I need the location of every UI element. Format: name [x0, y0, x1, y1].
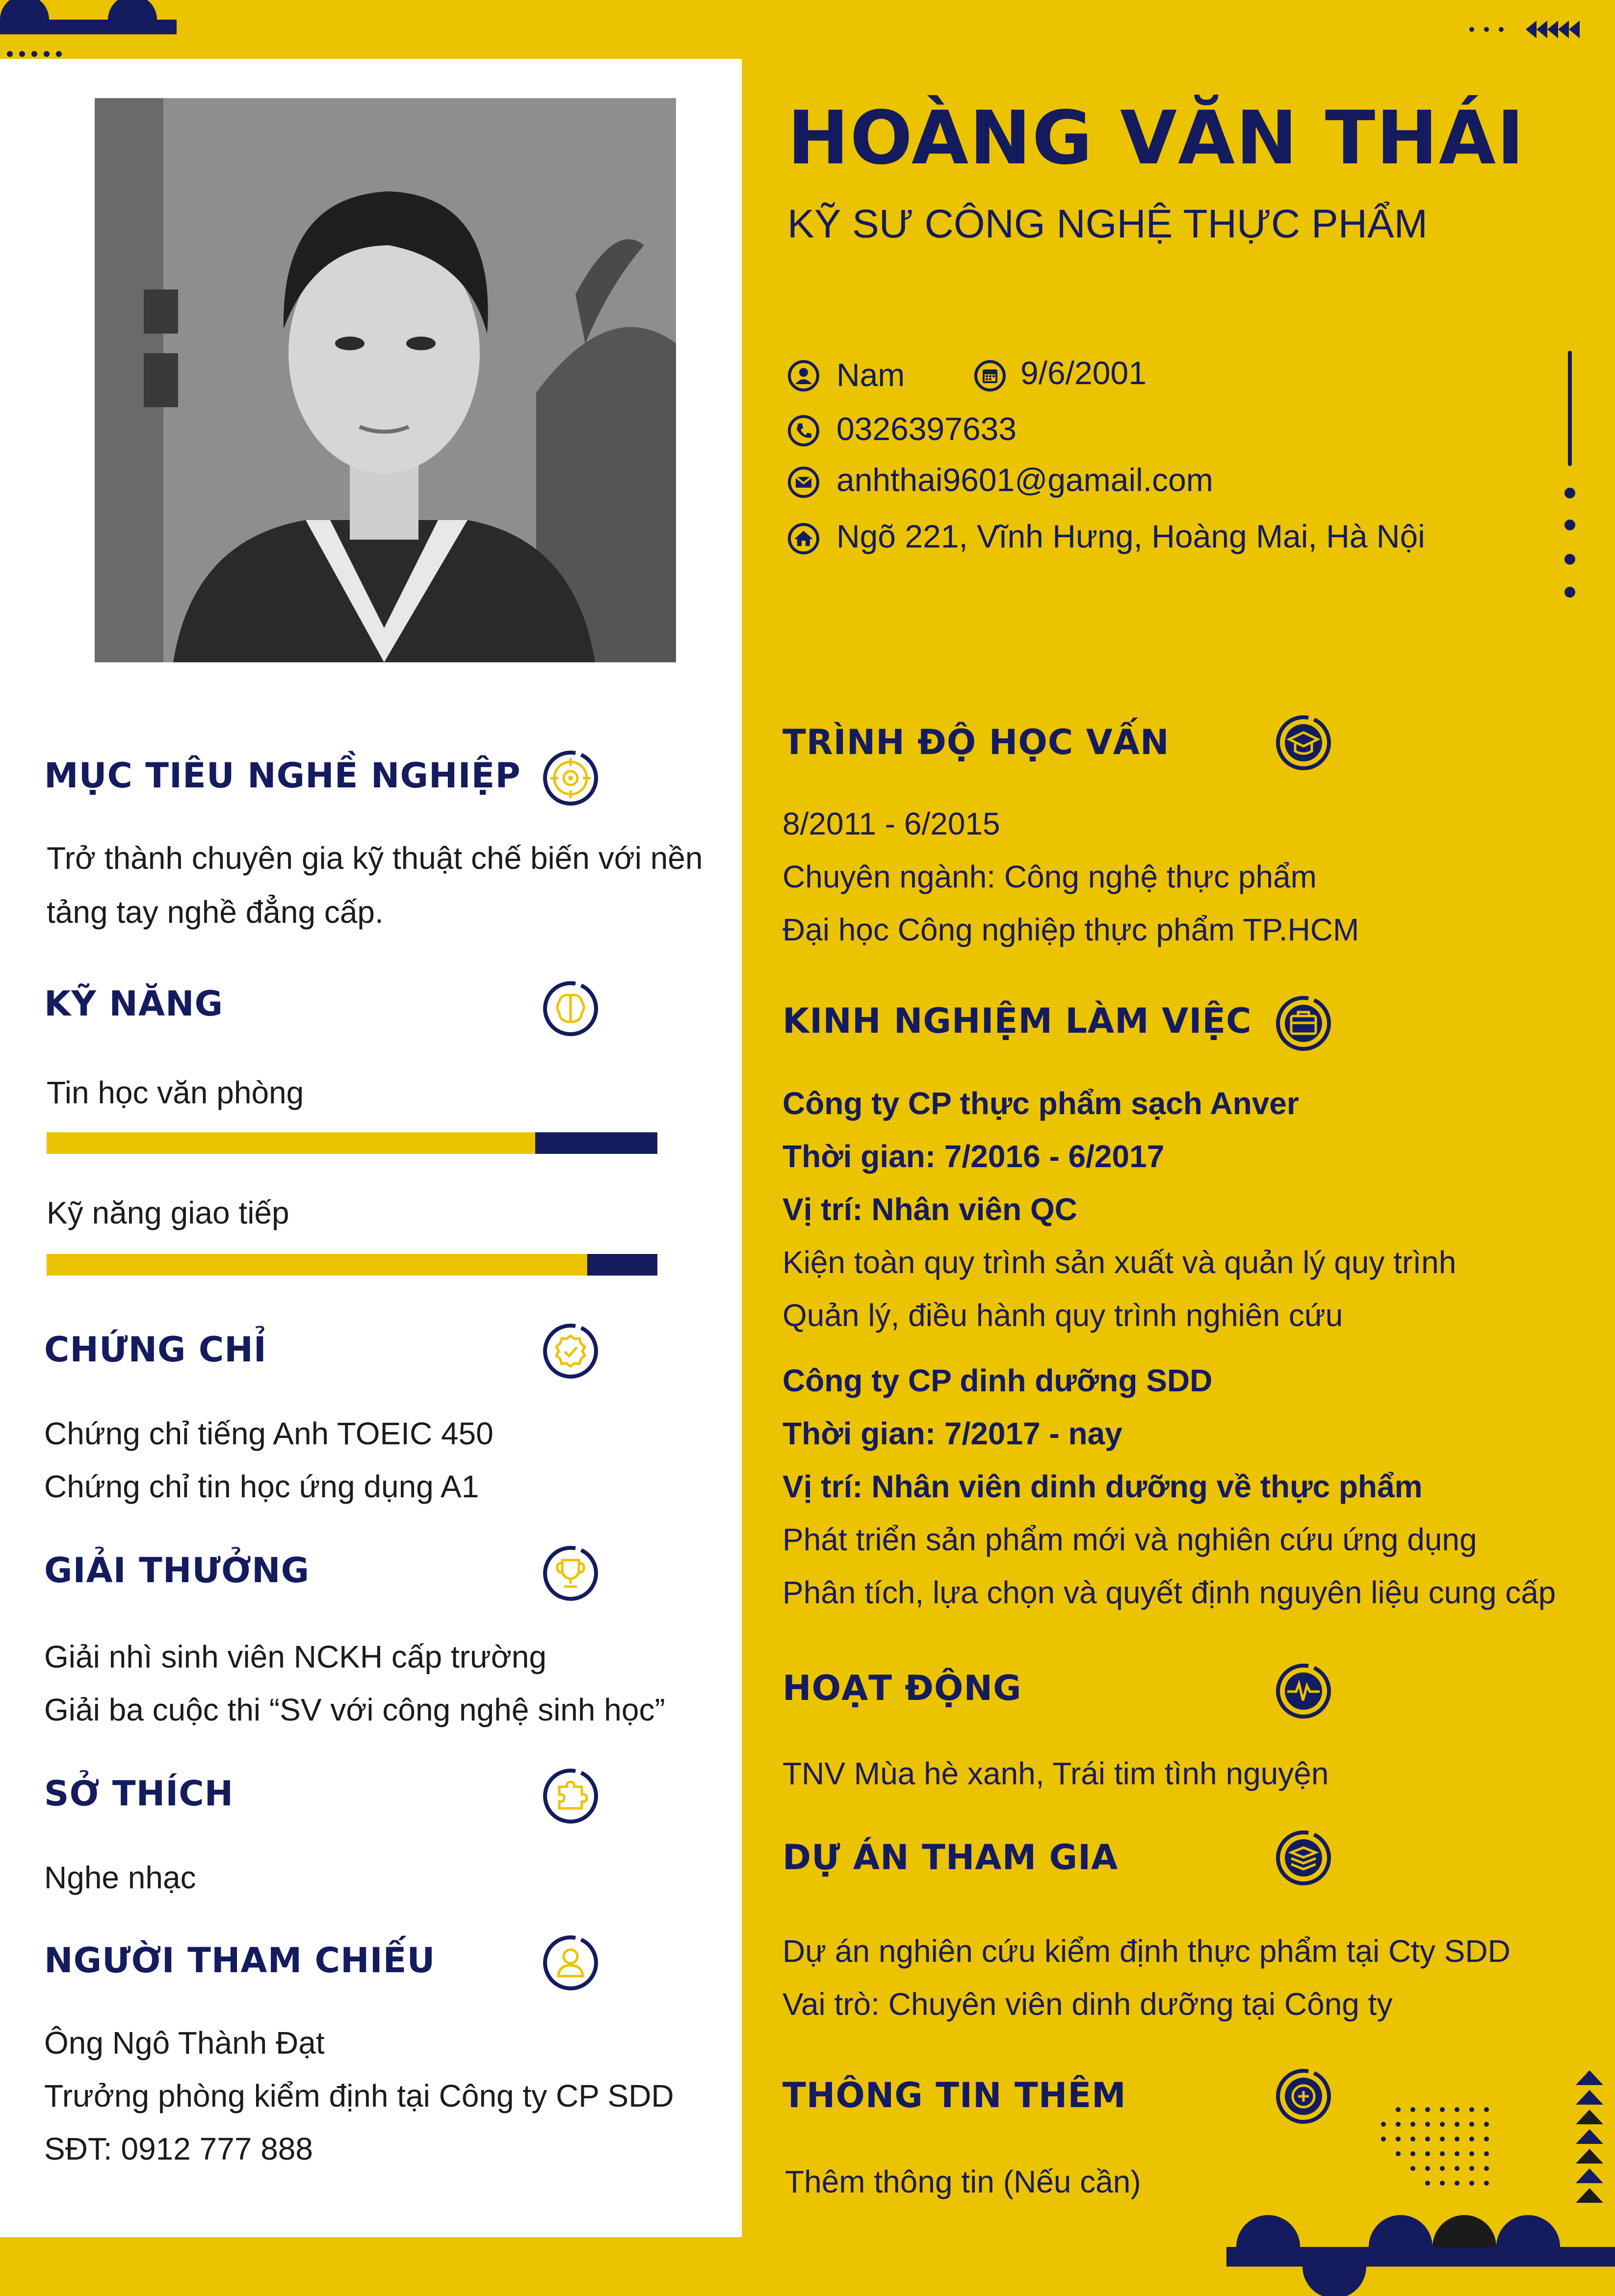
- email-icon: [787, 466, 820, 498]
- certificate-badge-icon: [542, 1322, 599, 1380]
- candidate-name: HOÀNG VĂN THÁI: [787, 96, 1525, 181]
- experience-title: KINH NGHIỆM LÀM VIỆC: [782, 1001, 1252, 1041]
- dob-text: 9/6/2001: [1020, 355, 1146, 391]
- skill-label-1: Tin học văn phòng: [47, 1075, 304, 1110]
- email-text[interactable]: anhthai9601@gamail.com: [836, 462, 1213, 498]
- job-2-time: Thời gian: 7/2017 - nay: [782, 1416, 1122, 1451]
- certificate-line-2: Chứng chỉ tin học ứng dụng A1: [44, 1469, 479, 1504]
- briefcase-icon: [1275, 994, 1332, 1052]
- puzzle-icon: [542, 1767, 599, 1825]
- skill-bar-1: [47, 1132, 657, 1154]
- phone-text[interactable]: 0326397633: [836, 411, 1017, 447]
- skill-bar-2: [47, 1254, 657, 1276]
- skill-label-2: Kỹ năng giao tiếp: [47, 1195, 289, 1230]
- phone-icon: [787, 415, 820, 447]
- job-2-position: Vị trí: Nhân viên dinh dưỡng về thực phẩm: [782, 1469, 1423, 1504]
- user-icon: [542, 1934, 599, 1992]
- vertical-dots-decoration: [1563, 351, 1577, 606]
- award-line-1: Giải nhì sinh viên NCKH cấp trường: [44, 1639, 547, 1674]
- gender-icon: [787, 360, 820, 392]
- brain-icon: [542, 980, 599, 1038]
- award-line-2: Giải ba cuộc thi “SV với công nghệ sinh học”: [44, 1692, 665, 1727]
- project-line-1: Dự án nghiên cứu kiểm định thực phẩm tại Cty SDD: [782, 1933, 1511, 1969]
- bottom-right-decoration: [1226, 2061, 1615, 2296]
- target-icon: [542, 749, 599, 807]
- references-title: NGƯỜI THAM CHIẾU: [44, 1940, 436, 1981]
- hobbies-title: SỞ THÍCH: [44, 1774, 234, 1814]
- profile-photo: [95, 98, 676, 662]
- trophy-icon: [542, 1544, 599, 1602]
- job-1-company: Công ty CP thực phẩm sạch Anver: [782, 1086, 1299, 1121]
- education-line-1: 8/2011 - 6/2015: [782, 806, 1000, 841]
- graduation-cap-icon: [1275, 714, 1332, 772]
- job-1-position: Vị trí: Nhân viên QC: [782, 1192, 1077, 1227]
- more-info-line-1: Thêm thông tin (Nếu cần): [785, 2164, 1141, 2199]
- awards-title: GIẢI THƯỞNG: [44, 1550, 310, 1591]
- education-line-3: Đại học Công nghiệp thực phẩm TP.HCM: [782, 912, 1359, 947]
- job-2-company: Công ty CP dinh dưỡng SDD: [782, 1363, 1213, 1398]
- skill-bar-1-fill: [47, 1132, 535, 1154]
- calendar-icon: [974, 360, 1006, 392]
- objective-title: MỤC TIÊU NGHỀ NGHIỆP: [44, 756, 521, 796]
- certificate-line-1: Chứng chỉ tiếng Anh TOEIC 450: [44, 1416, 494, 1451]
- objective-line-1: Trở thành chuyên gia kỹ thuật chế biến với nền: [47, 840, 703, 876]
- pulse-icon: [1275, 1662, 1332, 1720]
- activity-line-1: TNV Mùa hè xanh, Trái tim tình nguyện: [782, 1756, 1329, 1791]
- skills-title: KỸ NĂNG: [44, 984, 224, 1024]
- layers-icon: [1275, 1829, 1332, 1887]
- job-1-duty-2: Quản lý, điều hành quy trình nghiên cứu: [782, 1298, 1343, 1333]
- objective-line-2: tảng tay nghề đẳng cấp.: [47, 894, 384, 930]
- gender-text: Nam: [836, 357, 905, 393]
- job-2-duty-2: Phân tích, lựa chọn và quyết định nguyên liệu cung cấp: [782, 1575, 1556, 1610]
- projects-title: DỰ ÁN THAM GIA: [782, 1837, 1119, 1878]
- project-line-2: Vai trò: Chuyên viên dinh dưỡng tại Công ty: [782, 1986, 1393, 2022]
- job-2-duty-1: Phát triển sản phẩm mới và nghiên cứu ứng dụng: [782, 1522, 1477, 1557]
- skill-bar-2-fill: [47, 1254, 587, 1276]
- more-info-title: THÔNG TIN THÊM: [782, 2075, 1126, 2115]
- reference-line-3: SĐT: 0912 777 888: [44, 2131, 313, 2166]
- education-title: TRÌNH ĐỘ HỌC VẤN: [782, 722, 1170, 762]
- top-right-arrows-decoration: [1467, 15, 1594, 44]
- candidate-title: KỸ SƯ CÔNG NGHỆ THỰC PHẨM: [787, 202, 1428, 246]
- home-icon: [787, 522, 820, 555]
- reference-line-1: Ông Ngô Thành Đạt: [44, 2025, 325, 2061]
- certificates-title: CHỨNG CHỈ: [44, 1330, 267, 1370]
- address-text: Ngõ 221, Vĩnh Hưng, Hoàng Mai, Hà Nội: [836, 518, 1425, 554]
- activities-title: HOẠT ĐỘNG: [782, 1668, 1022, 1708]
- job-1-time: Thời gian: 7/2016 - 6/2017: [782, 1139, 1165, 1174]
- education-line-2: Chuyên ngành: Công nghệ thực phẩm: [782, 859, 1317, 894]
- job-1-duty-1: Kiện toàn quy trình sản xuất và quản lý quy trình: [782, 1245, 1457, 1280]
- hobby-line-1: Nghe nhạc: [44, 1860, 196, 1895]
- reference-line-2: Trưởng phòng kiểm định tại Công ty CP SDD: [44, 2078, 674, 2113]
